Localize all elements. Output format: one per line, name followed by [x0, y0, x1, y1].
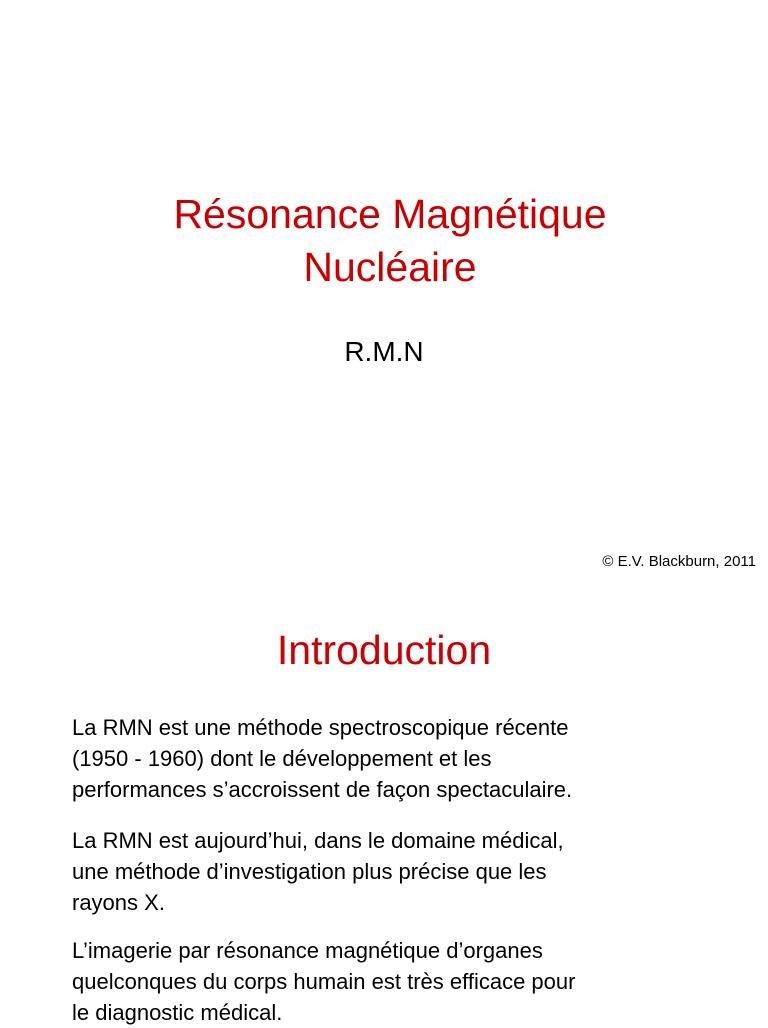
paragraph	[72, 825, 712, 918]
paragraph-line: performances s’accroissent de façon spectaculaire.	[72, 777, 573, 802]
slide-title-line: Nucléaire	[303, 244, 477, 290]
slide-title-line: Résonance Magnétique	[173, 191, 607, 237]
paragraph	[72, 712, 712, 805]
paragraph-line: (1950 - 1960) dont le développement et les	[72, 746, 492, 771]
introduction-slide	[0, 588, 768, 1024]
paragraph-line: le diagnostic médical.	[72, 1000, 283, 1025]
paragraph-line: rayons X.	[72, 890, 165, 915]
paragraph-line: La RMN est aujourd’hui, dans le domaine médical,	[72, 828, 564, 853]
paragraph-line: L’imagerie par résonance magnétique d’organes	[72, 938, 543, 963]
copyright-notice: © E.V. Blackburn, 2011	[602, 553, 756, 570]
paragraph-line: une méthode d’investigation plus précise que les	[72, 859, 547, 884]
paragraph	[72, 935, 712, 1028]
paragraph-line: quelconques du corps humain est très efficace pour	[72, 969, 576, 994]
slide-title	[0, 188, 768, 294]
section-title: Introduction	[276, 627, 492, 673]
paragraph-line: La RMN est une méthode spectroscopique récente	[72, 715, 569, 740]
slide-subtitle: R.M.N	[344, 336, 424, 367]
